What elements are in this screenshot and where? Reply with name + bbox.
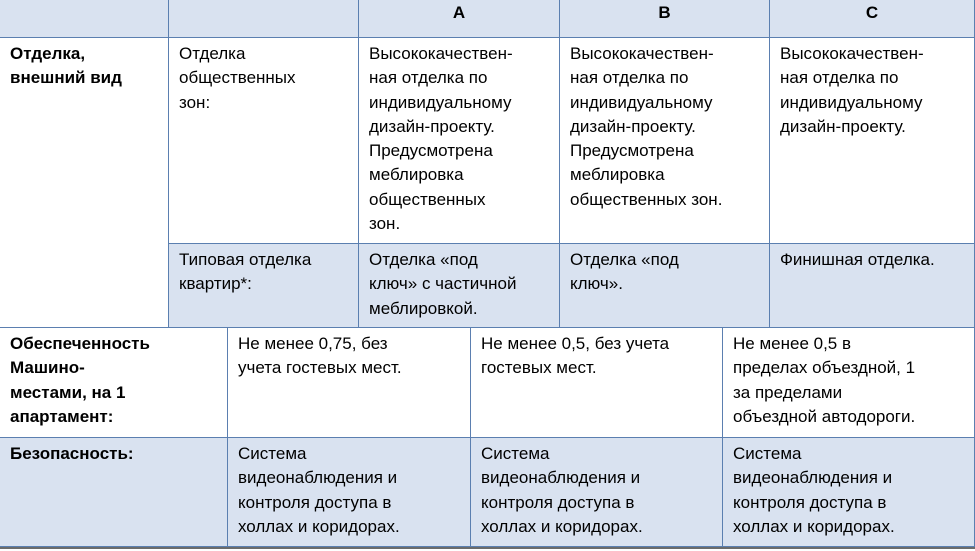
- header-empty-cell-1: [0, 0, 169, 38]
- header-column-b: B: [560, 0, 770, 38]
- security-a: Система видеонаблюдения и контроля доступа в холлах и коридорах.: [228, 438, 471, 547]
- public-zones-b: Высококачествен- ная отделка по индивидуальному дизайн-проекту. Предусмотрена меблировка общественных зон.: [560, 38, 770, 244]
- public-zones-a: Высококачествен- ная отделка по индивидуальному дизайн-проекту. Предусмотрена меблировка общественных зон.: [359, 38, 560, 244]
- security-c: Система видеонаблюдения и контроля доступа в холлах и коридорах.: [723, 438, 975, 547]
- apartments-finish-b: Отделка «под ключ».: [560, 244, 770, 328]
- apartments-finish-c: Финишная отделка.: [770, 244, 975, 328]
- header-column-c: C: [770, 0, 975, 38]
- security-b: Система видеонаблюдения и контроля доступа в холлах и коридорах.: [471, 438, 723, 547]
- finish-row-label: Отделка, внешний вид: [0, 38, 169, 328]
- table-bottom-border: [0, 547, 975, 549]
- header-empty-cell-2: [169, 0, 359, 38]
- parking-c: Не менее 0,5 в пределах объездной, 1 за пределами объездной автодороги.: [723, 328, 975, 438]
- security-row-label: Безопасность:: [0, 438, 228, 547]
- parking-row-label: Обеспеченность Машино- местами, на 1 апартамент:: [0, 328, 228, 438]
- public-zones-label: Отделка общественных зон:: [169, 38, 359, 244]
- parking-a: Не менее 0,75, без учета гостевых мест.: [228, 328, 471, 438]
- parking-b: Не менее 0,5, без учета гостевых мест.: [471, 328, 723, 438]
- public-zones-c: Высококачествен- ная отделка по индивидуальному дизайн-проекту.: [770, 38, 975, 244]
- header-column-a: A: [359, 0, 560, 38]
- apartments-finish-a: Отделка «под ключ» с частичной меблировкой.: [359, 244, 560, 328]
- apartments-finish-label: Типовая отделка квартир*:: [169, 244, 359, 328]
